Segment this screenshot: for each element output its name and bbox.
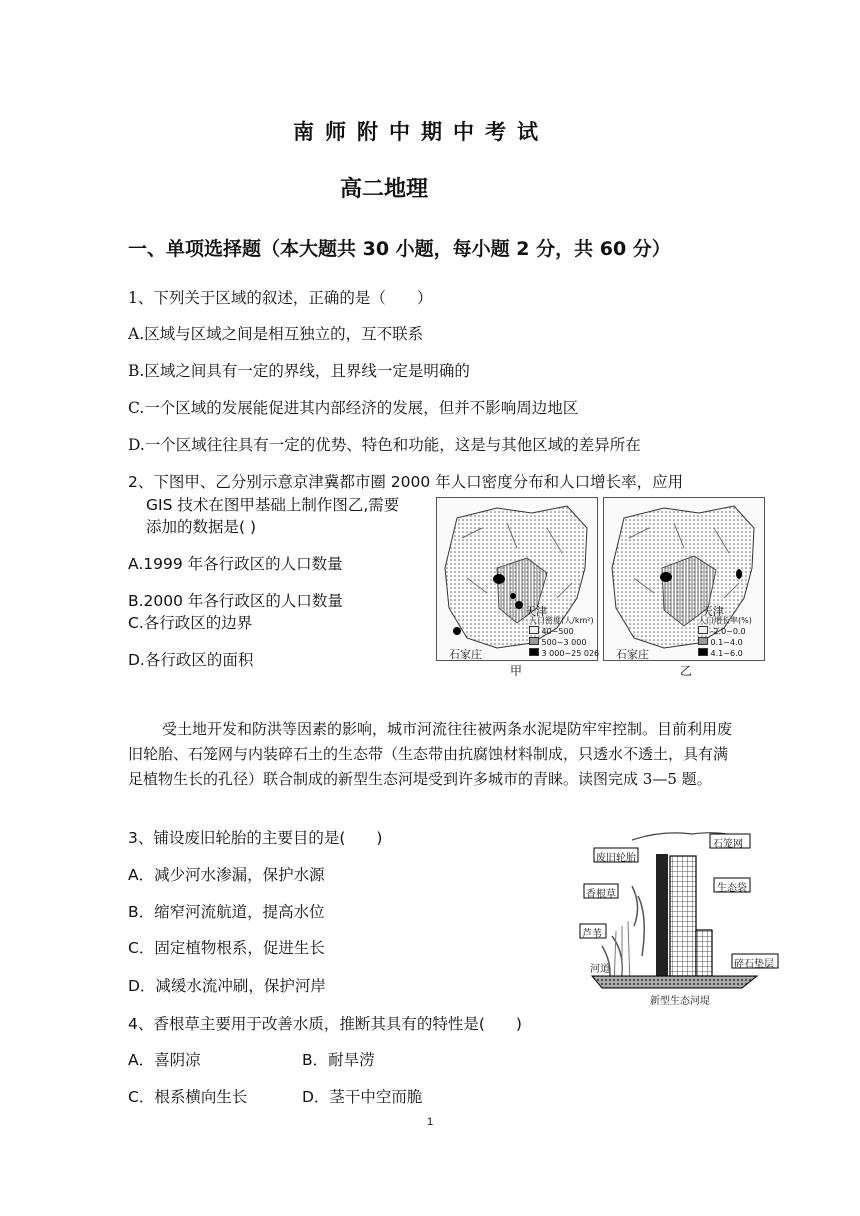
map-jia-legend	[529, 616, 599, 659]
map-jia-legend-item-2: 500~3 000	[529, 637, 599, 648]
q2-stem-line1: 2、下图甲、乙分别示意京津冀都市圈 2000 年人口密度分布和人口增长率，应用	[128, 473, 684, 491]
q4-option-c: C．根系横向生长	[128, 1088, 248, 1106]
map-yi-legend-item-1: -2.0~0.0	[698, 626, 752, 637]
q3-option-c: C．固定植物根系，促进生长	[128, 939, 325, 957]
q3-option-b: B．缩窄河流航道，提高水位	[128, 903, 325, 921]
map-jia-legend-item-3: 3 000~25 026	[529, 648, 599, 659]
map-yi-label: 乙	[680, 664, 693, 678]
exam-title: 南师附中期中考试	[293, 120, 549, 144]
label-vetiver: 香根草	[586, 889, 616, 900]
map-yi-legend-item-3: 4.1~6.0	[698, 648, 752, 659]
map-yi-legend-title: 人口增长率(%)	[698, 616, 752, 625]
q2-stem-line2: GIS 技术在图甲基础上制作图乙,需要	[146, 496, 400, 514]
label-waste-tires: 废旧轮胎	[596, 853, 636, 864]
q2-option-c: C.各行政区的边界	[128, 614, 253, 632]
q2-stem-line3: 添加的数据是( )	[146, 518, 257, 536]
q4-option-d: D．茎干中空而脆	[302, 1088, 423, 1106]
levee-figure	[572, 826, 780, 1016]
label-river-channel: 河道	[590, 964, 610, 975]
page-number: 1	[427, 1116, 434, 1128]
q2-option-b: B.2000 年各行政区的人口数量	[128, 592, 343, 610]
q1-option-a: A.区域与区域之间是相互独立的，互不联系	[128, 325, 424, 343]
q2-option-d: D.各行政区的面积	[128, 651, 254, 669]
label-reed: 芦苇	[582, 929, 602, 940]
label-gravel-cushion: 碎石垫层	[734, 959, 774, 970]
q1-stem: 1、下列关于区域的叙述，正确的是（ ）	[128, 289, 433, 307]
label-eco-bag: 生态袋	[717, 883, 747, 894]
map-jia-legend-title: 人口密度(人/km²)	[529, 616, 594, 625]
q4-option-a: A．喜阴凉	[128, 1051, 201, 1069]
map-yi-tianjin-label: 天津	[702, 605, 724, 618]
map-yi-legend-item-2: 0.1~4.0	[698, 637, 752, 648]
map-yi-legend	[698, 616, 752, 659]
map-population-growth	[603, 497, 765, 661]
q1-option-c: C.一个区域的发展能促进其内部经济的发展，但并不影响周边地区	[128, 399, 579, 417]
label-gabion-mesh: 石笼网	[713, 839, 743, 850]
q1-option-d: D.一个区域往往具有一定的优势、特色和功能，这是与其他区域的差异所在	[128, 436, 641, 454]
map-jia-tianjin-label: 天津	[525, 605, 547, 618]
q3-stem: 3、铺设废旧轮胎的主要目的是( )	[128, 829, 383, 847]
q1-option-b: B.区域之间具有一定的界线，且界线一定是明确的	[128, 362, 470, 380]
levee-caption: 新型生态河堤	[650, 996, 710, 1007]
map-jia-label: 甲	[510, 664, 523, 678]
subject-title: 高二地理	[340, 177, 429, 202]
map-jia-legend-item-1: 40~500	[529, 626, 599, 637]
q3-option-a: A．减少河水渗漏，保护水源	[128, 866, 325, 884]
reading-passage: 受土地开发和防洪等因素的影响，城市河流往往被两条水泥堤防牢牢控制。目前利用废旧轮胎、石笼网与内装碎石土的生态带（生态带由抗腐蚀材料制成，只透水不透土，具有满足植物生长的孔径）联合制成的新型生态河堤受到许多城市的青睐。读图完成 3—5 题。	[128, 720, 733, 788]
map-population-density	[436, 497, 598, 661]
map-jia-shijiazhuang-label: 石家庄	[449, 648, 482, 661]
q2-option-a: A.1999 年各行政区的人口数量	[128, 555, 343, 573]
q4-option-b: B．耐旱涝	[302, 1051, 375, 1069]
q4-stem: 4、香根草主要用于改善水质，推断其具有的特性是( )	[128, 1015, 522, 1033]
q3-option-d: D．减缓水流冲刷，保护河岸	[128, 977, 326, 995]
section-heading: 一、单项选择题（本大题共 30 小题，每小题 2 分，共 60 分）	[128, 238, 671, 260]
map-yi-shijiazhuang-label: 石家庄	[616, 648, 649, 661]
